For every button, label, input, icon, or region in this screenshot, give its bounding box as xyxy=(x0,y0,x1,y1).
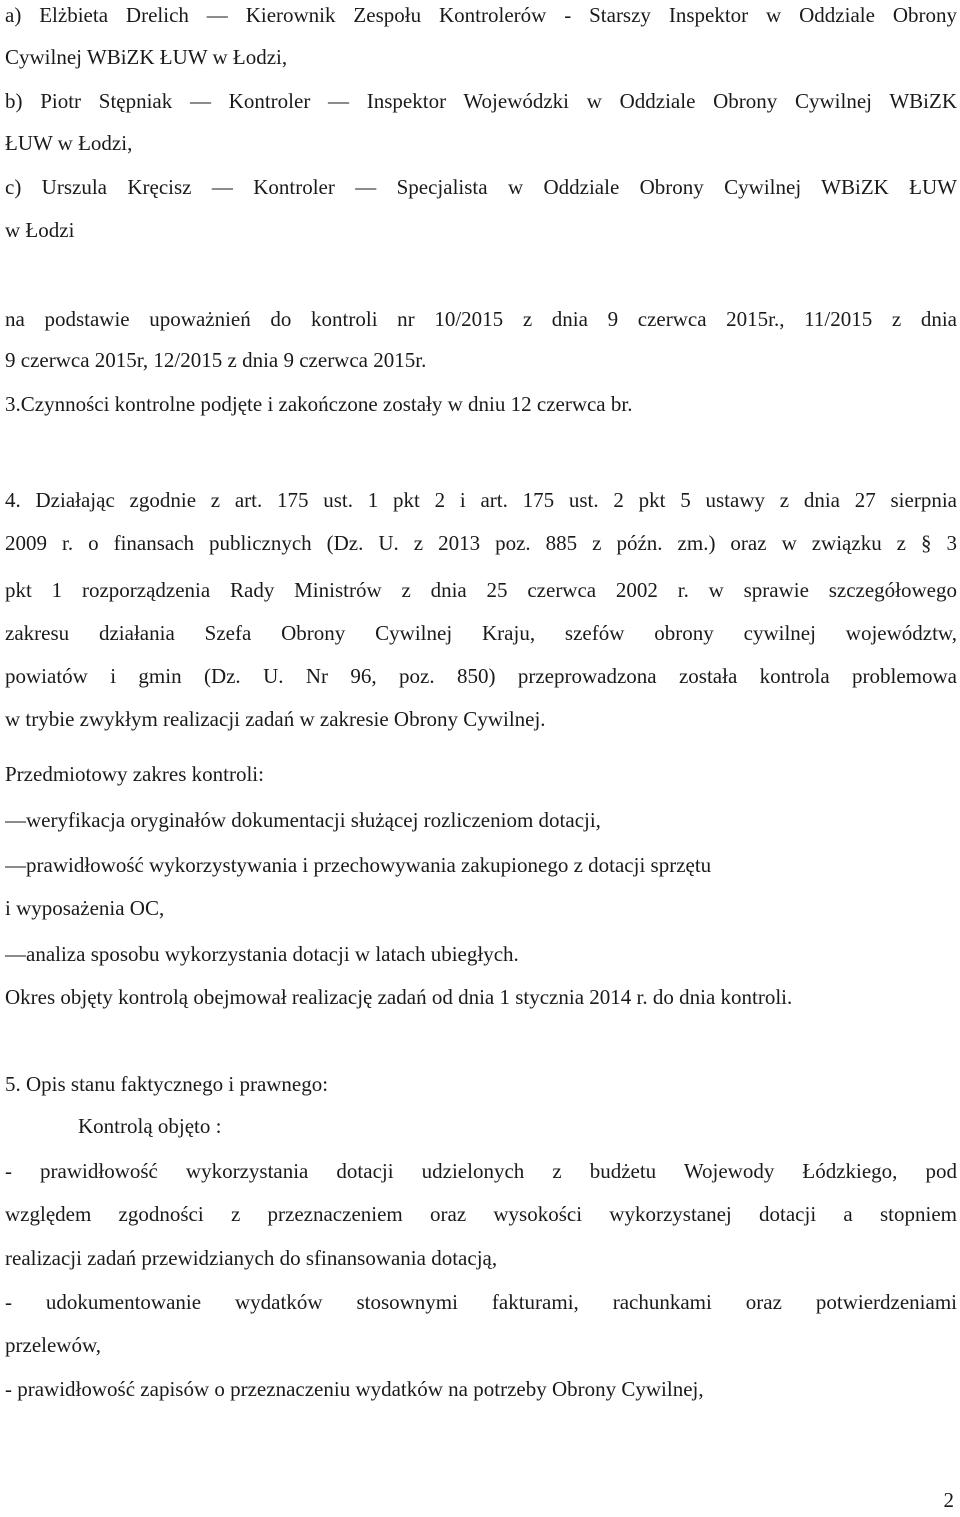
text-line: w Łodzi xyxy=(5,218,75,242)
text-line: a) Elżbieta Drelich ― Kierownik Zespołu Kontrolerów - Starszy Inspektor w Oddziale Obrony xyxy=(5,3,957,27)
control-period: Okres objęty kontrolą obejmował realizację zadań od dnia 1 stycznia 2014 r. do dnia kontroli. xyxy=(5,985,793,1009)
scope-item: ―analiza sposobu wykorzystania dotacji w latach ubiegłych. xyxy=(5,942,519,966)
text-line: 9 czerwca 2015r, 12/2015 z dnia 9 czerwca 2015r. xyxy=(5,348,427,372)
scope-item: ―prawidłowość wykorzystywania i przechowywania zakupionego z dotacji sprzętu xyxy=(5,853,712,877)
text-line: na podstawie upoważnień do kontroli nr 10/2015 z dnia 9 czerwca 2015r., 11/2015 z dnia xyxy=(5,307,957,331)
text-line: Cywilnej WBiZK ŁUW w Łodzi, xyxy=(5,45,288,69)
scope-item: i wyposażenia OC, xyxy=(5,896,165,920)
text-line: 4. Działając zgodnie z art. 175 ust. 1 pkt 2 i art. 175 ust. 2 pkt 5 ustawy z dnia 27 sierpnia xyxy=(5,488,957,512)
text-line: zakresu działania Szefa Obrony Cywilnej Kraju, szefów obrony cywilnej województw, xyxy=(5,621,957,645)
section-3-line: 3.Czynności kontrolne podjęte i zakończone zostały w dniu 12 czerwca br. xyxy=(5,392,633,416)
scope-item: ―weryfikacja oryginałów dokumentacji służącej rozliczeniom dotacji, xyxy=(5,808,601,832)
text-line: 2009 r. o finansach publicznych (Dz. U. z 2013 poz. 885 z późn. zm.) oraz w związku z § 3 xyxy=(5,531,957,555)
text-line: względem zgodności z przeznaczeniem oraz wysokości wykorzystanej dotacji a stopniem xyxy=(5,1202,957,1226)
text-line: b) Piotr Stępniak ― Kontroler ― Inspektor Wojewódzki w Oddziale Obrony Cywilnej WBiZK xyxy=(5,89,957,113)
section-5-heading: 5. Opis stanu faktycznego i prawnego: xyxy=(5,1072,329,1096)
text-line: pkt 1 rozporządzenia Rady Ministrów z dnia 25 czerwca 2002 r. w sprawie szczegółowego xyxy=(5,578,957,602)
page-number: 2 xyxy=(943,1488,954,1512)
scope-heading: Przedmiotowy zakres kontroli: xyxy=(5,762,264,786)
text-line: - prawidłowość wykorzystania dotacji udzielonych z budżetu Wojewody Łódzkiego, pod xyxy=(5,1159,957,1183)
text-line: powiatów i gmin (Dz. U. Nr 96, poz. 850) przeprowadzona została kontrola problemowa xyxy=(5,664,957,688)
text-line: w trybie zwykłym realizacji zadań w zakresie Obrony Cywilnej. xyxy=(5,707,546,731)
text-line: - prawidłowość zapisów o przeznaczeniu wydatków na potrzeby Obrony Cywilnej, xyxy=(5,1377,704,1401)
text-line: realizacji zadań przewidzianych do sfinansowania dotacją, xyxy=(5,1246,498,1270)
section-5-subheading: Kontrolą objęto : xyxy=(78,1114,222,1138)
text-line: - udokumentowanie wydatków stosownymi fakturami, rachunkami oraz potwierdzeniami xyxy=(5,1290,957,1314)
text-line: ŁUW w Łodzi, xyxy=(5,131,133,155)
text-line: c) Urszula Kręcisz ― Kontroler ― Specjalista w Oddziale Obrony Cywilnej WBiZK ŁUW xyxy=(5,175,957,199)
text-line: przelewów, xyxy=(5,1333,102,1357)
